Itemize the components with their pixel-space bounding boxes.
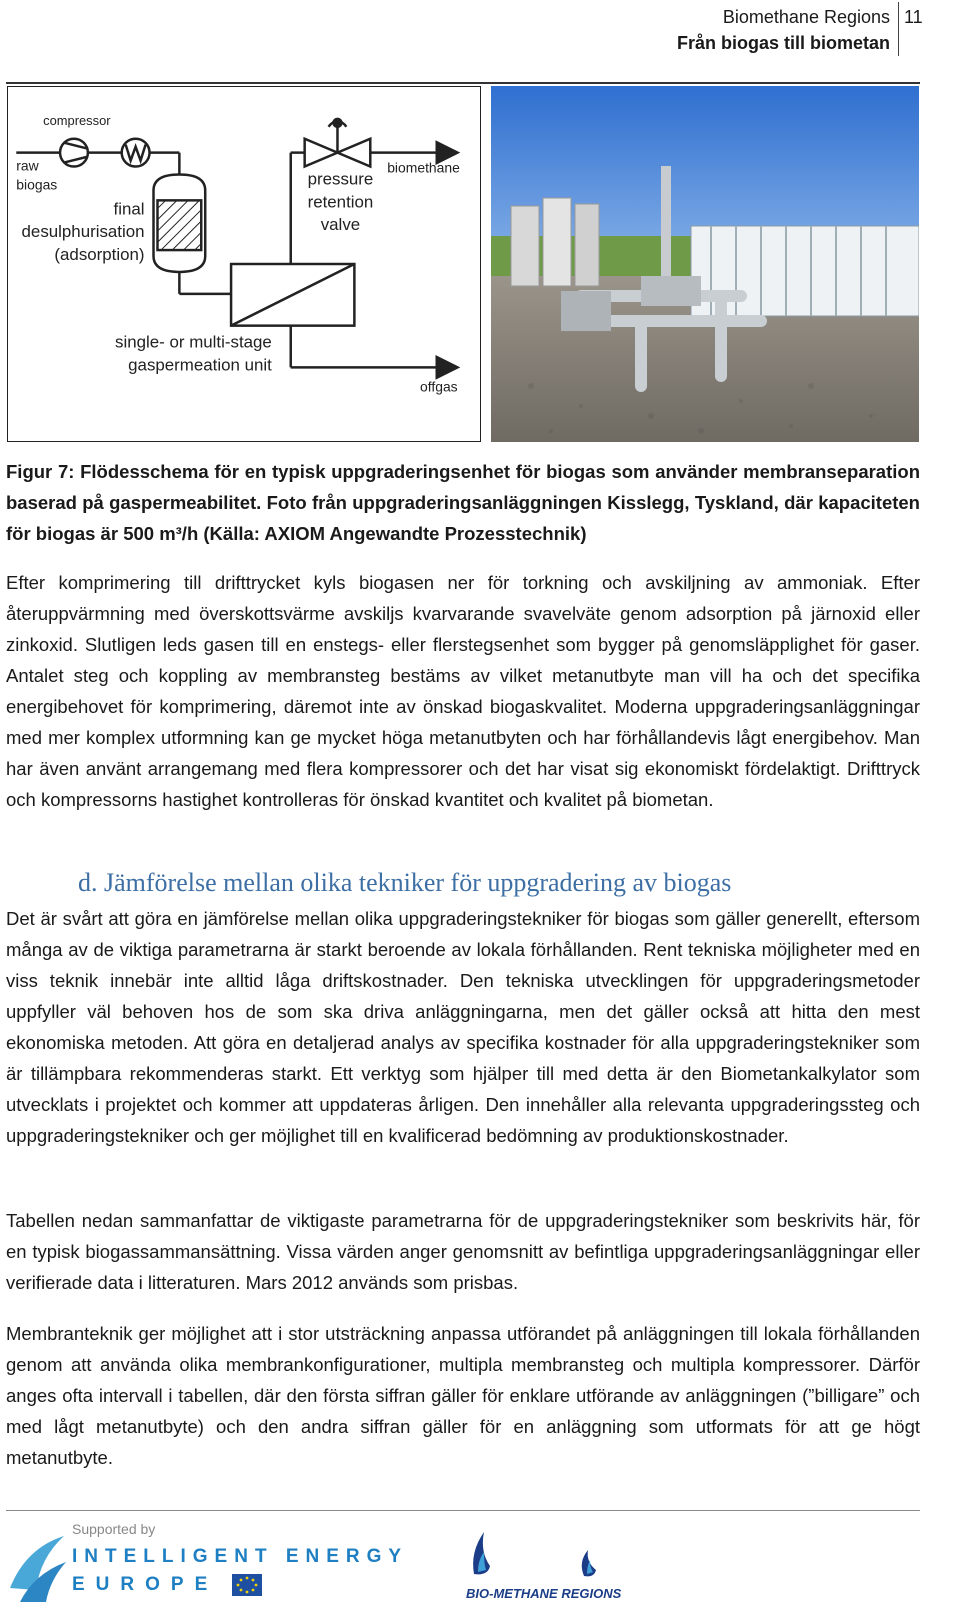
header-divider: [898, 2, 899, 56]
bm-logo-text: BIO-METHANE REGIONS: [466, 1586, 622, 1601]
header-project: Biomethane Regions: [722, 7, 890, 27]
paragraph-3: Tabellen nedan sammanfattar de viktigaste parametrarna för de uppgraderingstekniker som beskrivits här, för en typisk biogassammansättning. Vissa värden anger genomsnitt av befintliga uppgraderingsanläggningar eller verifierade data i litteraturen. Mars 2012 används som prisbas.: [6, 1210, 920, 1293]
label-biomethane: biomethane: [387, 159, 460, 176]
label-final: final: [113, 199, 145, 219]
plant-photo-illustration: [491, 86, 919, 442]
header-rule: [6, 82, 920, 84]
label-gaspermeation: gaspermeation unit: [128, 355, 272, 375]
running-header: [677, 4, 890, 56]
label-pressure: pressure: [307, 169, 374, 189]
label-compressor: compressor: [43, 112, 111, 128]
label-biogas: biogas: [16, 176, 58, 193]
pressure-valve: [305, 139, 338, 167]
section-heading: d. Jämförelse mellan olika tekniker för uppgradering av biogas: [78, 868, 732, 897]
page-number: 11: [904, 7, 923, 27]
flow-diagram-svg: [8, 87, 480, 441]
label-single-multi: single- or multi-stage: [115, 332, 272, 352]
iee-line1: INTELLIGENT ENERGY: [72, 1546, 406, 1567]
iee-line2: EUROPE: [72, 1574, 219, 1595]
iee-logo: [6, 1518, 406, 1606]
label-desulphurisation: desulphurisation: [21, 222, 145, 242]
label-valve: valve: [320, 215, 361, 235]
figure-caption: Figur 7: Flödesschema för en typisk uppgraderingsenhet för biogas som använder membranseparation baserad på gaspermeabilitet. Foto från uppgraderingsanläggningen Kisslegg, Tyskland, där kapaciteten för biogas är 500 m³/h (Källa: AXIOM Angewandte Prozesstechnik): [6, 461, 920, 544]
paragraph-2: Det är svårt att göra en jämförelse mellan olika uppgraderingstekniker för biogas som gäller generellt, eftersom många av de viktiga parametrarna är starkt beroende av lokala förhållanden. Rent tekniska möjligheter med en viss teknik innebär inte alltid låga driftskostnader. Den tekniska utvecklingen för uppgraderingsmetoder uppfyller väl behoven hos de som ska driva anläggningarna, men det gäller också att hitta den mest ekonomiska metoden. Att göra en detaljerad analys av specifika kostnader för alla uppgraderingstekniker som är tillämpbara rekommenderas starkt. Ett verktyg som hjälper till med detta är den Biometankalkylator som utvecklats i projektet och kommer att uppdateras årligen. Den innehåller alla relevanta uppgraderingssteg och uppgraderingstekniker och ger möjlighet till en kvalificerad bedömning av produktionskostnader.: [6, 908, 920, 1146]
plant-photo: [491, 86, 919, 442]
heat-exchanger-symbol: [122, 139, 150, 167]
label-adsorption: (adsorption): [54, 245, 145, 265]
header-title: Från biogas till biometan: [676, 33, 890, 53]
footer-rule: [6, 1510, 920, 1511]
label-raw: raw: [16, 157, 39, 174]
flow-diagram: [7, 86, 481, 442]
label-retention: retention: [307, 192, 374, 212]
paragraph-4: Membranteknik ger möjlighet att i stor utsträckning anpassa utförandet på anläggningen till lokala förhållanden genom att använda olika membrankonfigurationer, multipla membransteg och multipla kompressorer. Därför anges ofta intervall i tabellen, där den första siffran gäller för enklare utförande av anläggningen (”billigare” och med lågt metanutbyte) och den andra siffran gäller för en anläggning som utformats för att ge högt metanutbyte.: [6, 1323, 920, 1468]
supported-by-text: Supported by: [72, 1521, 156, 1537]
paragraph-1: Efter komprimering till drifttrycket kyls biogasen ner för torkning och avskiljning av ammoniak. Efter återuppvärmning med överskottsvärme avskiljs kvarvarande svavelväte genom adsorption på järnoxid eller zinkoxid. Slutligen leds gasen till en enstegs- eller flerstegsenhet som bygger på genomsläpplighet för gaser. Antalet steg och koppling av membransteg bestäms av vilket metanutbyte man vill ha och det specifika energibehovet för komprimering, däremot inte av önskad biogaskvalitet. Moderna uppgraderingsanläggningar med mer komplex utformning kan ge mycket höga metanutbyten och har förhållandevis lågt energibehov. Man har även använt arrangemang med flera kompressorer och det har visat sig ekonomiskt fördelaktigt. Drifttryck och kompressorns hastighet kontrolleras för önskad kvantitet och kvalitet på biometan.: [6, 572, 920, 810]
label-offgas: offgas: [420, 378, 458, 395]
biomethane-regions-logo: [466, 1522, 626, 1606]
